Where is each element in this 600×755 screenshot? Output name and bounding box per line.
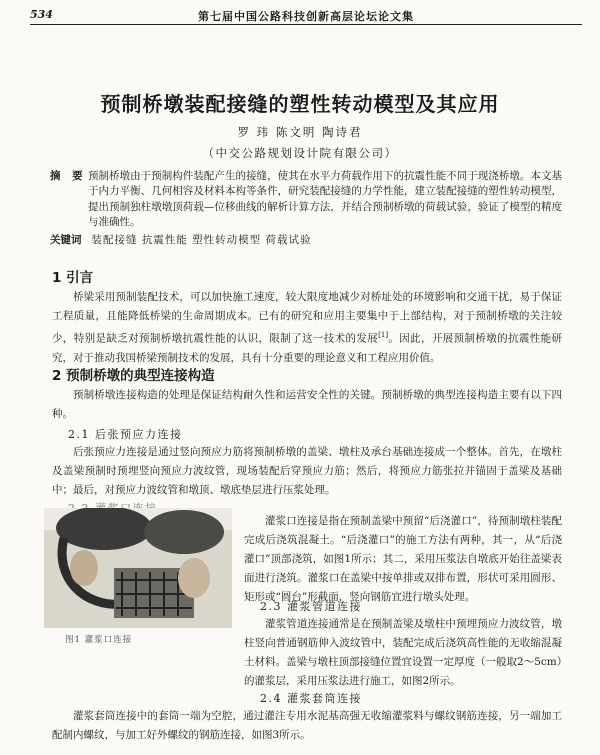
introduction-text: 桥梁采用预制装配技术，可以加快施工速度，较大限度地减少对桥址处的环境影响和交通干扰，易于保证工程质量，且能降低桥梁的生命周期成本。已有的研究和应用主要集中于上部结构，对于预制桥墩的关注较少，特别是缺乏对预制桥墩抗震性能的认识，限制了这一技术的发展 (52, 291, 562, 345)
running-header (30, 6, 582, 25)
journal-title: 第七届中国公路科技创新高层论坛论文集 (198, 10, 414, 23)
keywords-text: 装配接缝 抗震性能 塑性转动模型 荷载试验 (91, 234, 312, 246)
introduction-text-tail: 。因此，开展预制桥墩的抗震性能研究，对于推动我国桥梁预制技术的发展，具有十分重要的理论意义和工程应用价值。 (52, 332, 563, 364)
paragraph-grout-duct: 灌浆管道连接通常是在预制盖梁及墩柱中预埋预应力波纹管，墩柱竖向普通钢筋伸入波纹管中，装配完成后浇筑高性能的无收缩混凝土材料。盖梁与墩柱顶部接缝位置宜设置一定厚度（一般取2～5cm）的灌浆层，采用压浆法进行施工，如图2所示。 (244, 618, 562, 687)
paper-title: 预制桥墩装配接缝的塑性转动模型及其应用 (100, 92, 500, 116)
figure-photo (44, 508, 232, 628)
keywords (50, 232, 562, 247)
figure-caption: 图1 灌浆口连接 (65, 635, 133, 645)
section-heading-connections: 2 预制桥墩的典型连接构造 (52, 368, 215, 384)
paragraph-connections: 预制桥墩连接构造的处理是保证结构耐久性和运营安全性的关键。预制桥墩的典型连接构造主要有以下四种。 (52, 389, 562, 420)
section-heading-introduction: 1 引言 (52, 270, 94, 286)
photo-of-workers-grouting-icon (44, 508, 232, 628)
paragraph-grout-port: 灌浆口连接是指在预制盖梁中预留“后浇灌口”，待预制墩柱装配完成后浇筑混凝土。“后浇灌口”的施工方法有两种，其一，从“后浇灌口”顶部浇筑，如图1所示；其二，采用压浆法自墩底开始往盖梁表面进行浇筑。灌浆口在盖梁中按单排或双排布置，形状可采用圆形、矩形或“圆台”形截面，竖向钢筋宜进行墩头处理。 (244, 515, 562, 603)
paragraph-grout-sleeve: 灌浆套筒连接中的套筒一端为空腔，通过灌注专用水泥基高强无收缩灌浆料与螺纹钢筋连接，另一端加工配制内螺纹，与加工好外螺纹的钢筋连接，如图3所示。 (52, 710, 562, 741)
citation-ref: [1] (378, 331, 389, 339)
paper-affiliation: （中交公路规划设计院有限公司） (202, 146, 398, 160)
paragraph-introduction (52, 288, 562, 368)
subsection-heading-grout-sleeve: 2.4 灌浆套筒连接 (260, 692, 362, 705)
paragraph-post-tension: 后张预应力连接是通过竖向预应力筋将预制桥墩的盖梁、墩柱及承台基础连接成一个整体。首先，在墩柱及盖梁预制时预埋竖向预应力波纹管，现场装配后穿预应力筋；然后，将预应力筋张拉并锚固于盖梁及基础中；最后，对预应力波纹管和墩顶、墩底垫层进行压浆处理。 (52, 446, 562, 496)
keywords-label: 关键词 (50, 234, 82, 246)
subsection-heading-post-tension: 2.1 后张预应力连接 (68, 428, 183, 441)
abstract-label: 摘 要 (50, 170, 87, 182)
page-number: 534 (30, 8, 53, 21)
abstract (50, 169, 562, 231)
abstract-text: 预制桥墩由于预制构件装配产生的接缝，使其在水平力荷载作用下的抗震性能不同于现浇桥墩。本文基于内力平衡、几何相容及材料本构等条件，研究装配接缝的力学性能，建立装配接缝的塑性转动模型，提出预制独柱墩墩顶荷载—位移曲线的解析计算方法，并结合预制桥墩的荷载试验，验证了模型的精度与准确性。 (88, 170, 562, 229)
paper-authors: 罗 玮 陈文明 陶诗君 (237, 125, 363, 139)
subsection-heading-grout-duct: 2.3 灌浆管道连接 (260, 600, 362, 613)
